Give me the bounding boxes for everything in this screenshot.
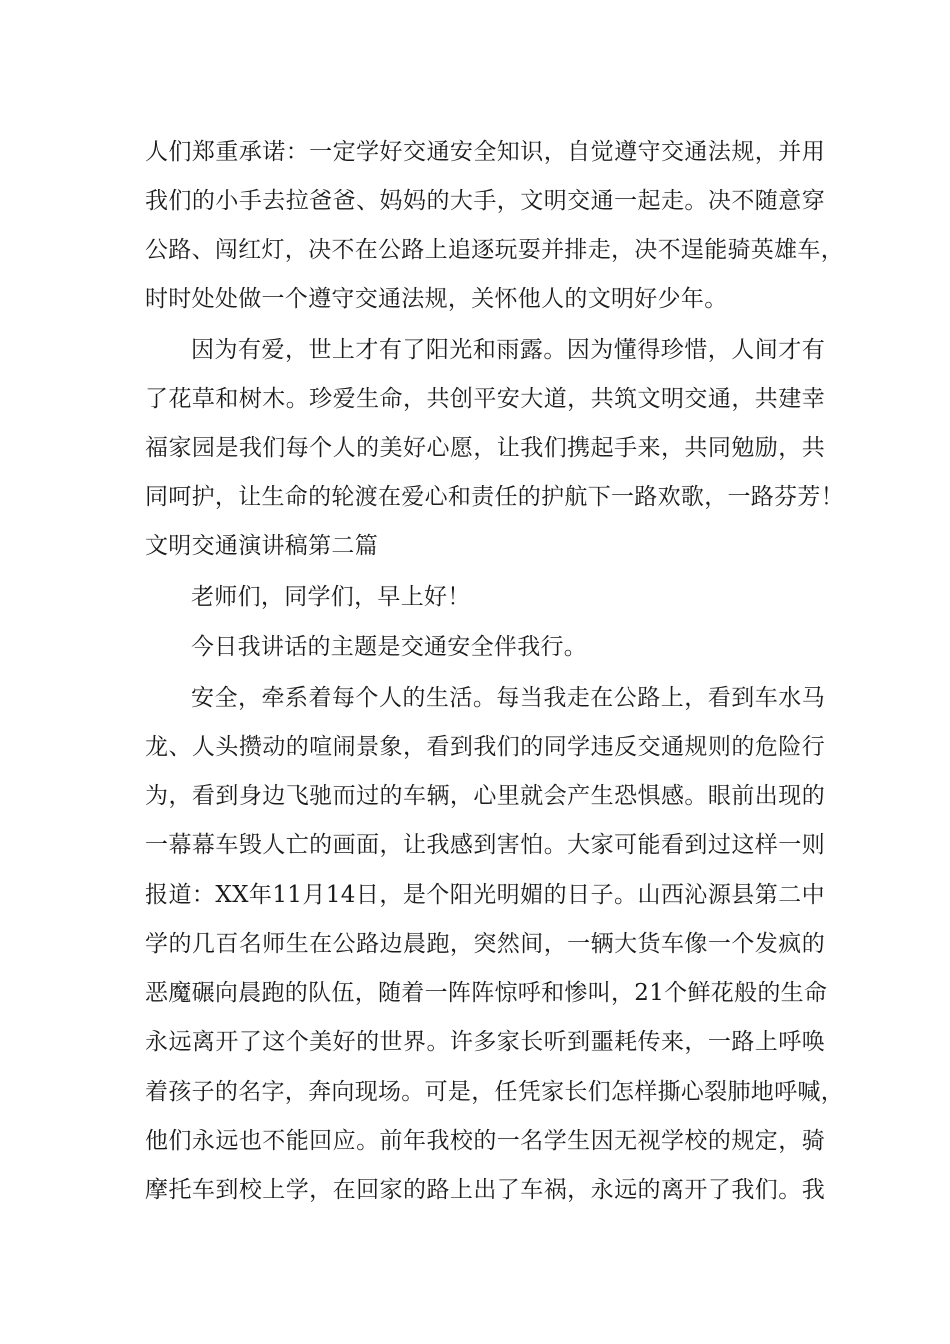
text-line: 学的几百名师生在公路边晨跑，突然间，一辆大货车像一个发疯的	[145, 931, 825, 957]
text-line: 龙、人头攒动的喧闹景象，看到我们的同学违反交通规则的危险行	[145, 734, 825, 760]
text-line: 永远离开了这个美好的世界。许多家长听到噩耗传来，一路上呼唤	[145, 1029, 825, 1055]
text-line: 他们永远也不能回应。前年我校的一名学生因无视学校的规定，骑	[145, 1128, 825, 1154]
section-heading: 文明交通演讲稿第二篇	[145, 533, 378, 559]
text-line: 报道：XX年11月14日，是个阳光明媚的日子。山西沁源县第二中	[145, 882, 825, 908]
text-line: 了花草和树木。珍爱生命，共创平安大道，共筑文明交通，共建幸	[145, 386, 825, 412]
text-line: 人们郑重承诺：一定学好交通安全知识，自觉遵守交通法规，并用	[145, 139, 825, 165]
text-line: 为，看到身边飞驰而过的车辆，心里就会产生恐惧感。眼前出现的	[145, 783, 825, 809]
text-line: 福家园是我们每个人的美好心愿，让我们携起手来，共同勉励，共	[145, 435, 825, 461]
text-line: 我们的小手去拉爸爸、妈妈的大手，文明交通一起走。决不随意穿	[145, 188, 825, 214]
text-line: 摩托车到校上学，在回家的路上出了车祸，永远的离开了我们。我	[145, 1177, 825, 1203]
text-line: 一幕幕车毁人亡的画面，让我感到害怕。大家可能看到过这样一则	[145, 832, 825, 858]
text-line: 恶魔碾向晨跑的队伍，随着一阵阵惊呼和惨叫，21个鲜花般的生命	[145, 980, 828, 1006]
text-line: 公路、闯红灯，决不在公路上追逐玩耍并排走，决不逞能骑英雄车，	[145, 237, 844, 263]
text-line: 老师们，同学们，早上好！	[191, 584, 471, 610]
text-line: 因为有爱，世上才有了阳光和雨露。因为懂得珍惜，人间才有	[191, 337, 825, 363]
text-line: 时时处处做一个遵守交通法规，关怀他人的文明好少年。	[145, 286, 728, 312]
text-line: 今日我讲话的主题是交通安全伴我行。	[191, 634, 588, 660]
text-line: 同呵护，让生命的轮渡在爱心和责任的护航下一路欢歌，一路芬芳！	[145, 484, 844, 510]
text-line: 安全，牵系着每个人的生活。每当我走在公路上，看到车水马	[191, 685, 825, 711]
text-line: 着孩子的名字，奔向现场。可是，任凭家长们怎样撕心裂肺地呼喊，	[145, 1079, 844, 1105]
